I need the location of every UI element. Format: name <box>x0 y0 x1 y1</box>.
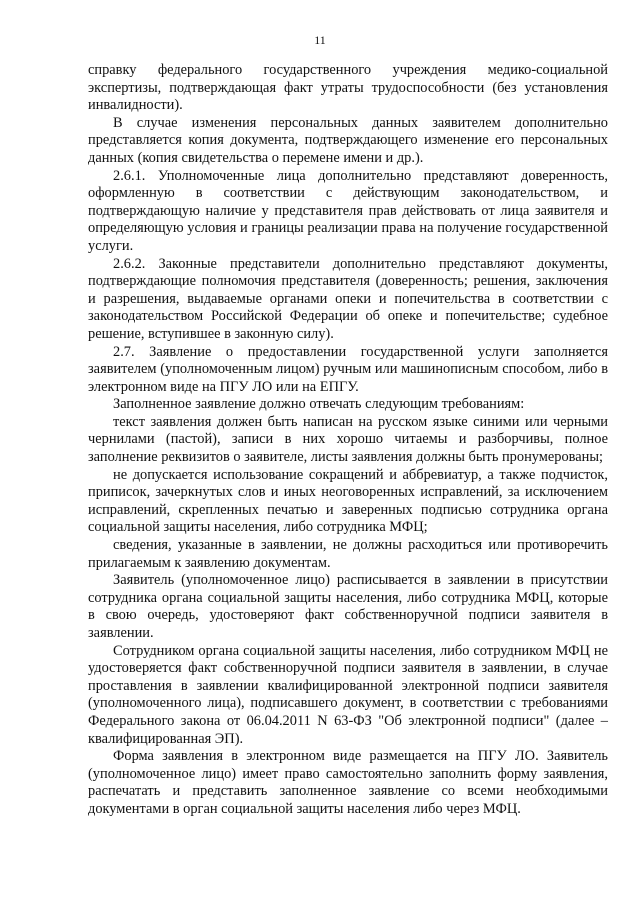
paragraph-signature-presence: Заявитель (уполномоченное лицо) расписывается в заявлении в присутствии сотрудника органа социальной защиты населения, либо сотрудника МФЦ, которые в свою очередь, удостоверяют факт собственноручной подписи заявителя в заявлении. <box>88 572 608 641</box>
paragraph-2-6-2: 2.6.2. Законные представители дополнительно представляют документы, подтверждающие полномочия представителя (доверенность; решения, заключения и разрешения, выдаваемые органами опеки и попечительства в соответствии с законодательством Российской Федерации об опеке и попечительстве; судебное решение, вступившее в законную силу). <box>88 255 608 342</box>
paragraph-2-7: 2.7. Заявление о предоставлении государственной услуги заполняется заявителем (уполномоченным лицом) ручным или машинописным способом, либо в электронном виде на ПГУ ЛО или на ЕПГУ. <box>88 343 608 395</box>
paragraph-personal-data-change: В случае изменения персональных данных заявителем дополнительно представляется копия документа, подтверждающего изменение его персональных данных (копия свидетельства о перемене имени и др.). <box>88 114 608 166</box>
paragraph-requirement-text: текст заявления должен быть написан на русском языке синими или черными чернилами (пастой), записи в них хорошо читаемы и разборчивы, полное заполнение реквизитов о заявителе, листы заявления должны быть пронумерованы; <box>88 413 608 466</box>
paragraph-electronic-signature: Сотрудником органа социальной защиты населения, либо сотрудником МФЦ не удостоверяется факт собственноручной подписи заявителя в заявлении, в случае проставления в заявлении квалифицированной электронной подписи заявителя (уполномоченного лица), подписавшего документ, в соответствии с требованиями Федерального закона от 06.04.2011 N 63-ФЗ "Об электронной подписи" (далее – квалифицированная ЭП). <box>88 642 608 747</box>
page-number: 11 <box>314 33 326 47</box>
paragraph-electronic-form: Форма заявления в электронном виде размещается на ПГУ ЛО. Заявитель (уполномоченное лицо) имеет право самостоятельно заполнить форму заявления, распечатать и представить заполненное заявление со всеми необходимыми документами в орган социальной защиты населения либо через МФЦ. <box>88 748 608 817</box>
paragraph-2-6-1: 2.6.1. Уполномоченные лица дополнительно представляют доверенность, оформленную в соответствии с действующим законодательством, и подтверждающую наличие у представителя прав действовать от лица заявителя и определяющую условия и границы реализации права на получение государственной услуги. <box>88 167 608 254</box>
paragraph-requirements-intro: Заполненное заявление должно отвечать следующим требованиям: <box>113 396 525 413</box>
paragraph-requirement-consistency: сведения, указанные в заявлении, не должны расходиться или противоречить прилагаемым к заявлению документам. <box>88 537 608 571</box>
paragraph-requirement-no-abbreviations: не допускается использование сокращений и аббревиатур, а также подчисток, приписок, зачеркнутых слов и иных неоговоренных исправлений, за исключением исправлений, скрепленных печатью и заверенных подписью сотрудника органа социальной защиты населения, либо сотрудника МФЦ; <box>88 466 608 536</box>
document-body <box>88 62 608 819</box>
paragraph-disability-certificate: справку федерального государственного учреждения медико-социальной экспертизы, подтверждающая факт утраты трудоспособности (без установления инвалидности). <box>88 62 608 114</box>
